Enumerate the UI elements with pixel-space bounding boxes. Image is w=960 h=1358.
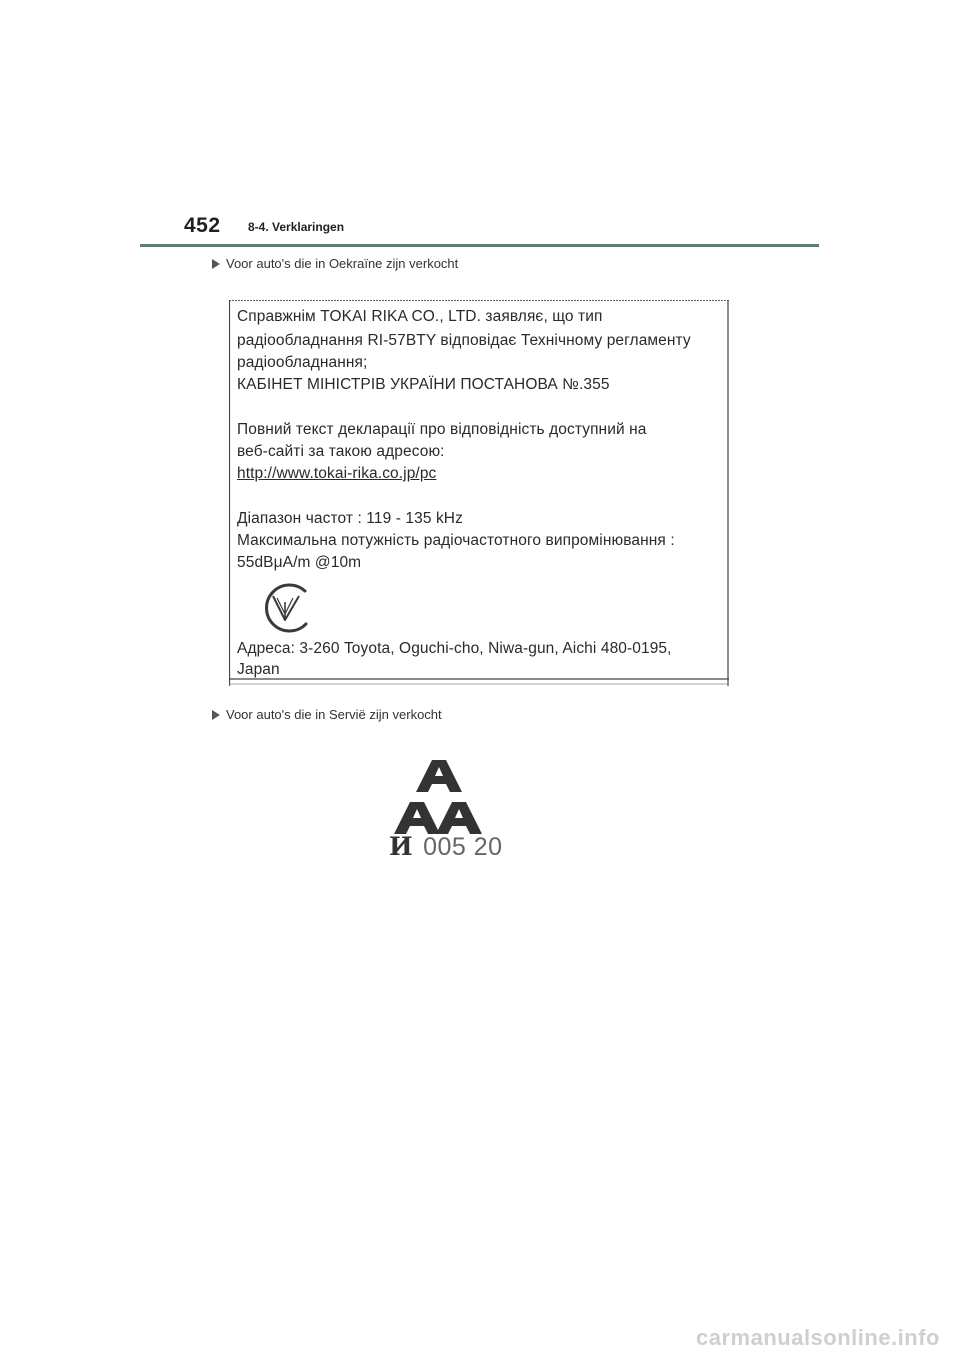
declaration-line: Повний текст декларації про відповідність доступний на (237, 421, 647, 438)
page-number: 452 (184, 214, 221, 237)
section-title: 8-4. Verklaringen (248, 220, 345, 234)
serbia-code-prefix: И (389, 832, 414, 861)
declaration-line: Адреса: 3-260 Toyota, Oguchi-cho, Niwa-gun, Aichi 480-0195, (237, 640, 672, 657)
ukraine-heading-label: Voor auto's die in Oekraïne zijn verkocht (226, 256, 459, 271)
declaration-line: 55dBμA/m @10m (237, 554, 362, 571)
serbia-approval-code (389, 832, 503, 862)
serbia-heading (212, 707, 442, 722)
declaration-line: Japan (237, 661, 280, 678)
serbia-heading-label: Voor auto's die in Servië zijn verkocht (226, 707, 442, 722)
ukraine-declaration-box (229, 300, 729, 686)
ukraine-conformity-mark-icon (259, 580, 315, 636)
declaration-line: Максимальна потужність радіочастотного випромінювання : (237, 532, 675, 549)
serbia-conformity-triangles-icon (386, 758, 490, 838)
watermark: carmanualsonline.info (696, 1325, 940, 1350)
ukraine-heading (212, 256, 458, 271)
header-divider (140, 244, 819, 247)
bullet-arrow-icon (212, 710, 220, 720)
declaration-line: веб-сайті за такою адресою: (237, 443, 445, 460)
declaration-line: Діапазон частот : 119 - 135 kHz (237, 510, 463, 527)
serbia-code-number: 005 20 (423, 833, 503, 861)
declaration-website-link[interactable]: http://www.tokai-rika.co.jp/pc (237, 465, 437, 482)
declaration-line: Справжнім TOKAI RIKA CO., LTD. заявляє, що тип (237, 308, 603, 325)
declaration-line: радіообладнання RI-57BTY відповідає Технічному регламенту (237, 332, 691, 349)
declaration-line: КАБІНЕТ МІНІСТРІВ УКРАЇНИ ПОСТАНОВА №.355 (237, 376, 610, 393)
bullet-arrow-icon (212, 259, 220, 269)
declaration-line: радіообладнання; (237, 354, 368, 371)
